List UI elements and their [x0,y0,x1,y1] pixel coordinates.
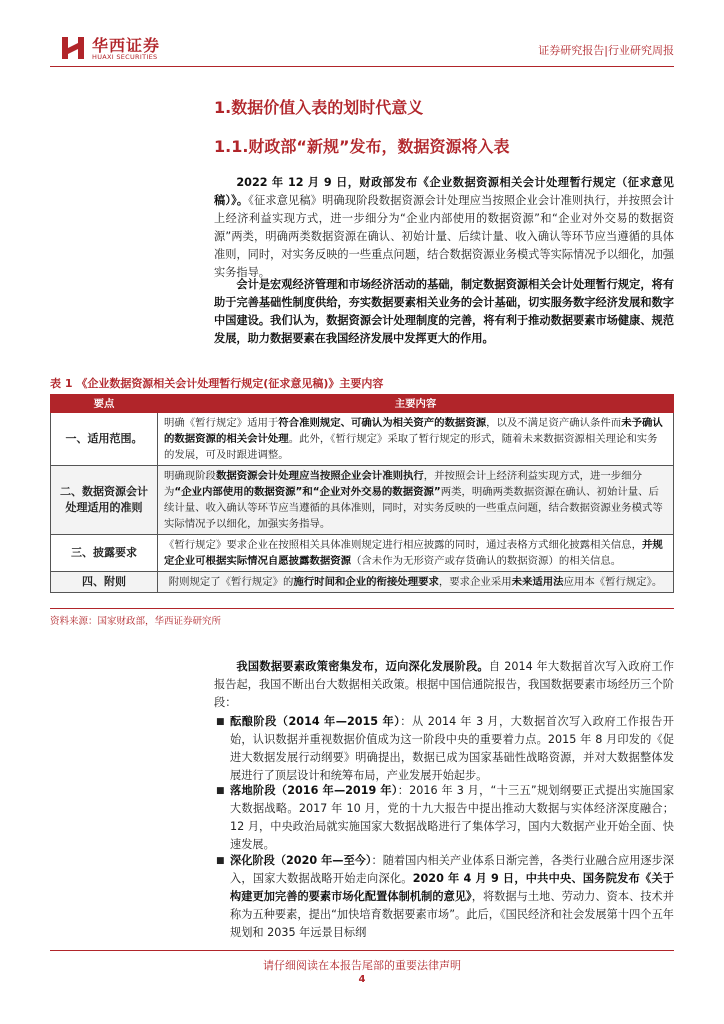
paragraph-2-text: 会计是宏观经济管理和市场经济活动的基础，制定数据资源相关会计处理暂行规定，将有助于完善基础性制度供给，夯实数据要素相关业务的会计基础，切实服务数字经济发展和数字中国建设。我们认为，数据资源会计处理制度的完善，将有利于推动数据要素市场健康、规范发展，助力数据要素在我国经济发展中发挥更大的作用。 [214,278,674,345]
cell-bold: 符合准则规定、可确认为相关资产的数据资源 [278,417,487,429]
paragraph-3 [214,658,674,712]
footer-divider [50,950,674,951]
brand-name: 华西证券 [92,36,161,55]
bullet-item [216,852,674,942]
table-header-row [51,395,674,413]
bullet-text: ：从 2014 年 3 月，大数据首次写入政府工作报告开始，认识数据并重视数据价值成为这一阶段中央的重要着力点。2015 年 8 月印发的《促进大数据发展行动纲要》明确提出，数据已成为国家基础性战略资源，并对大数据整体发展进行了顶层设计和统筹布局，产业发展开始起步。 [230,715,674,782]
page-number: 4 [358,974,366,985]
cell-text: （含未作为无形资产或存货确认的数据资源）的相关信息。 [351,555,622,567]
table-row-content [158,466,674,535]
bullet-item [216,782,675,854]
bullet-lead: 落地阶段（2016 年—2019 年） [230,784,398,797]
paragraph-3-text: 自 2014 年大数据首次写入政府工作报告起，我国不断出台大数据相关政策。根据中国信通院报告，我国数据要素市场经历三个阶段： [214,660,674,709]
cell-text: 明确《暂行规定》适用于 [164,417,279,429]
paragraph-1 [214,174,674,282]
report-type: 证券研究报告|行业研究周报 [538,44,674,57]
table-row [51,413,674,466]
table-row-content [158,572,674,593]
huaxi-logo-icon [60,35,86,61]
bullet-square-icon: ■ [216,717,225,727]
cell-bold: 未来适用法 [511,576,564,588]
subsection-heading: 1.1.财政部“新规”发布，数据资源将入表 [214,137,510,156]
cell-text: 。此外，《暂行规定》采取了暂行规定的形式，随着未来数据资源相关理论和实务的发展，可及时跟进调整。 [164,433,658,461]
content-table [50,394,674,593]
header-divider [50,66,674,67]
table-row-content [158,535,674,572]
cell-text: 《暂行规定》要求企业在按照相关具体准则规定进行相应披露的同时，通过表格方式细化披露相关信息， [164,539,642,551]
paragraph-3-lead: 我国数据要素政策密集发布，迈向深化发展阶段。 [236,660,489,673]
cell-text: ，以及不满足资产确认条件而 [486,417,622,429]
cell-text: 两类，明确两类数据资源在确认、初始计量、后续计量、收入确认等环节应当遵循的具体准则，同时，对实务反映的一些重点问题，结合数据资源业务模式等实际情况予以细化，加强实务指导。 [164,486,663,530]
bullet-lead: 酝酿阶段（2014 年—2015 年） [230,715,401,728]
cell-bold: 未予确认的数据资源的相关会计处理 [164,417,663,445]
table-row [51,572,674,593]
bullet-item [216,713,674,785]
cell-text: ，并按照会计上经济利益实现方式，进一步细分为 [164,470,642,498]
table-source: 资料来源：国家财政部，华西证券研究所 [50,616,222,627]
cell-text: ，要求企业采用 [438,576,512,588]
cell-text: 附则规定了《暂行规定》的 [168,576,294,588]
bullet-lead: 深化阶段（2020 年—至今） [230,854,372,867]
brand-name-en: HUAXI SECURITIES [92,53,158,61]
table-caption: 表 1 《企业数据资源相关会计处理暂行规定(征求意见稿)》主要内容 [50,377,384,390]
table-row-key: 四、附则 [51,572,158,593]
bullet-text: ：随着国内相关产业体系日渐完善，各类行业融合应用逐步深入，国家大数据战略开始走向深化。 [230,854,674,885]
cell-text: 明确现阶段 [164,470,216,482]
bullet-bold: 2020 年 4 月 9 日，中共中央、国务院发布《关于构建更加完善的要素市场化配置体制机制的意见》 [230,872,674,903]
section-heading: 1.数据价值入表的划时代意义 [214,98,424,117]
bullet-tail: ，将数据与土地、劳动力、资本、技术并称为五种要素，提出“加快培育数据要素市场”。此后，《国民经济和社会发展第十四个五年规划和 2035 年远景目标纲 [230,890,674,939]
paragraph-2 [214,276,674,348]
bullet-text: ：2016 年 3 月，“十三五”规划纲要正式提出实施国家大数据战略。2017 年 10 月，党的十九大报告中提出推动大数据与实体经济深度融合；12 月，中央政治局就实施国家大数据战略进行了集体学习，国内大数据产业开始全面、快速发展。 [230,784,675,851]
paragraph-1-lead: 2022 年 12 月 9 日，财政部发布《企业数据资源相关会计处理暂行规定（征求意见稿）》。 [214,176,674,207]
table-row [51,466,674,535]
table-header-key: 要点 [51,395,158,413]
table-row-key: 二、数据资源会计处理适用的准则 [51,466,158,535]
table-bottom-rule [50,608,674,609]
cell-bold: 并规定企业可根据实际情况自愿披露数据资源 [164,539,663,567]
cell-bold: “企业内部使用的数据资源”和“企业对外交易的数据资源” [174,486,441,498]
table-row-key: 一、适用范围。 [51,413,158,466]
legal-notice: 请仔细阅读在本报告尾部的重要法律声明 [263,959,461,972]
cell-bold: 数据资源会计处理应当按照企业会计准则执行 [215,470,424,482]
cell-text: 应用本《暂行规定》。 [563,576,663,588]
table-row-key: 三、披露要求 [51,535,158,572]
cell-bold: 施行时间和企业的衔接处理要求 [293,576,439,588]
paragraph-1-text: 《征求意见稿》明确现阶段数据资源会计处理应当按照企业会计准则执行，并按照会计上经济利益实现方式，进一步细分为“企业内部使用的数据资源”和“企业对外交易的数据资源”两类，明确两类数据资源在确认、初始计量、后续计量、收入确认等环节应当遵循的具体准则，同时，对实务反映的一些重点问题，结合数据资源业务模式等实际情况予以细化，加强实务指导。 [214,194,674,279]
bullet-square-icon: ■ [216,786,225,796]
table-row [51,535,674,572]
table-row-content [158,413,674,466]
bullet-square-icon: ■ [216,856,225,866]
table-header-content: 主要内容 [158,395,674,413]
